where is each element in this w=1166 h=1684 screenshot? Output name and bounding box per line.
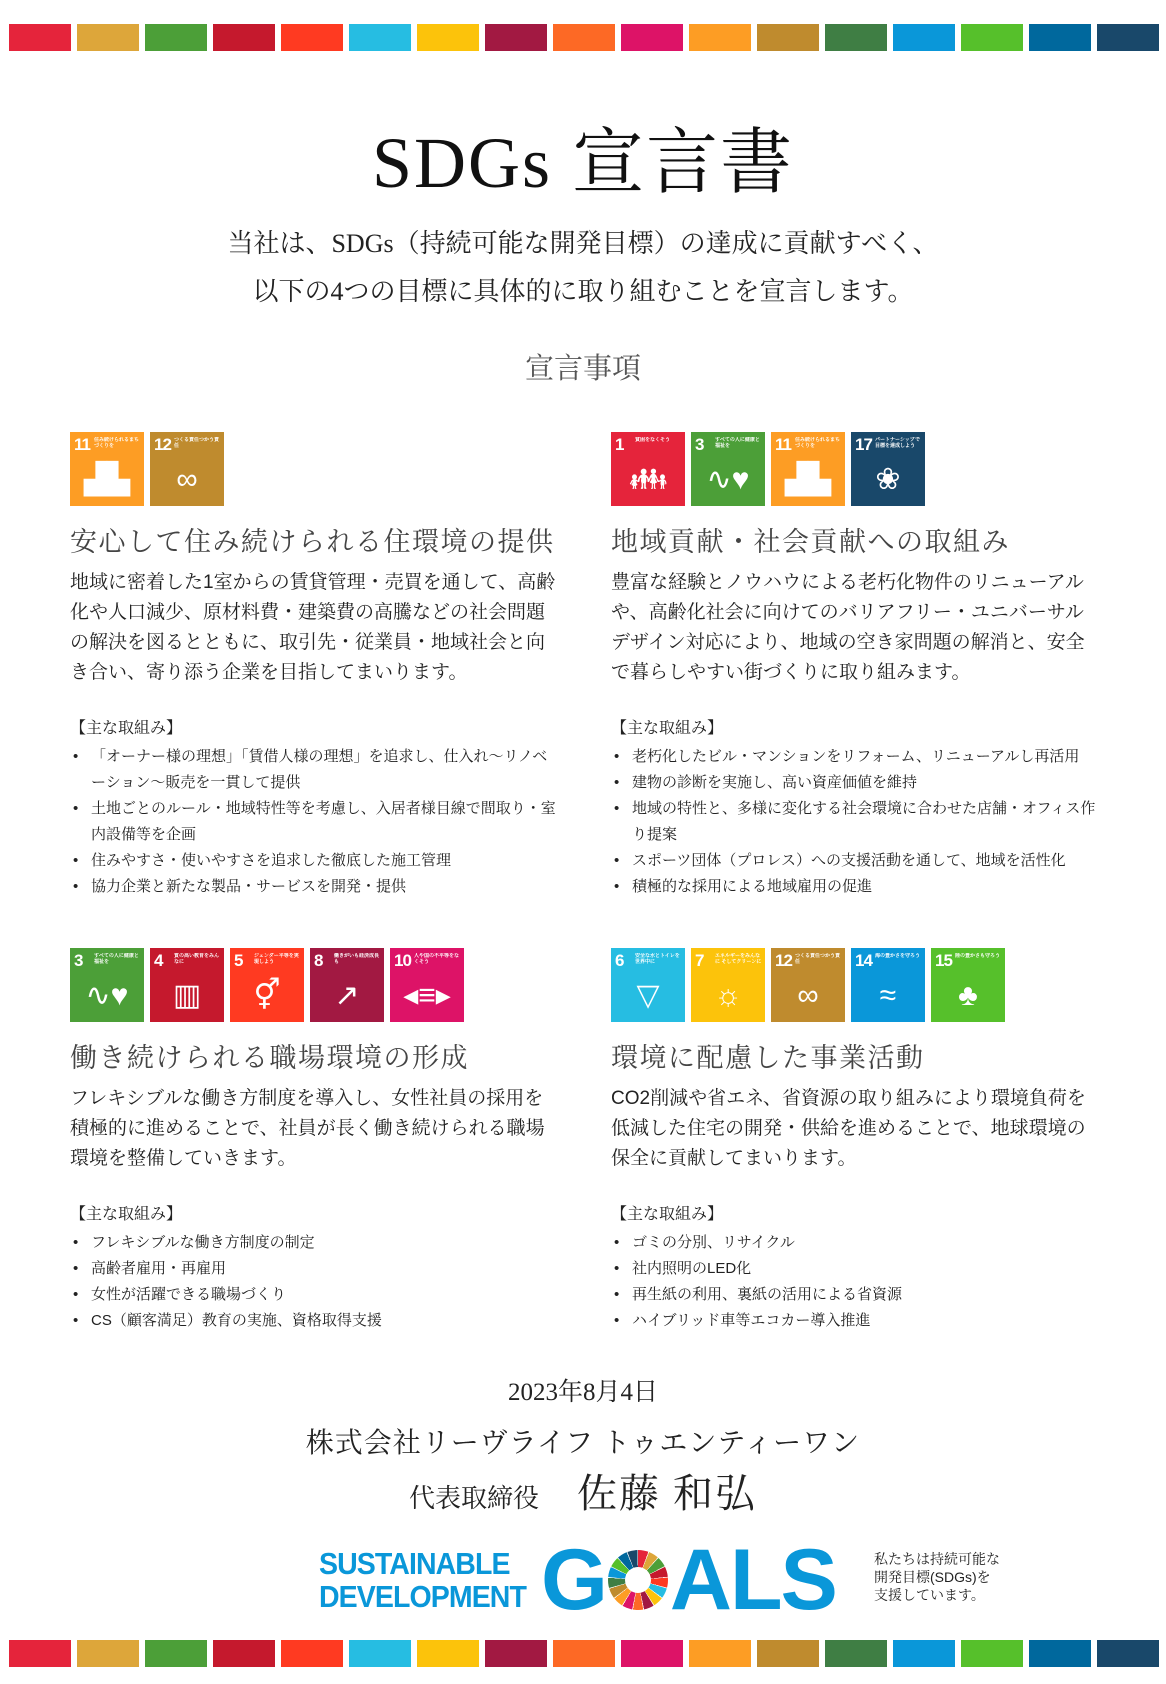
goal-number: 14 [855,951,872,970]
list-item [611,848,1101,874]
heartbeat-icon: ∿♥ [706,463,750,496]
city-icon: ▟▙ [784,463,832,496]
sdg-goal-tile-10 [390,948,464,1022]
sun-power-icon: ☼ [714,979,742,1012]
bullet-icon: • [73,1234,79,1251]
color-square-goal-6 [349,24,411,51]
bullet-icon: • [614,1286,620,1303]
list-item-text: 再生紙の利用、裏紙の活用による省資源 [632,1286,903,1303]
list-item [70,1308,560,1334]
list-item [70,744,560,796]
logo-goals-g: G [541,1532,606,1628]
sdg-wheel-icon [608,1550,668,1610]
list-item-text: 住みやすさ・使いやすさを追求した徹底した施工管理 [91,852,452,869]
sdg-color-bar-bottom [9,1640,1159,1667]
color-square-goal-5 [281,24,343,51]
company-name: 株式会社リーヴライフ トゥエンティーワン [305,1428,861,1459]
main-initiatives-label: 【主な取組み】 [611,720,724,737]
list-item-text: スポーツ団体（プロレス）への支援活動を通して、地域を活性化 [632,852,1066,869]
sdg-goal-tile-12 [150,432,224,506]
bullet-icon: • [73,800,79,817]
goal-label: 陸の豊かさも守ろう [955,953,1001,959]
goal-number: 5 [234,951,243,970]
color-square-goal-15 [961,24,1023,51]
sdg-goal-tile-11 [70,432,144,506]
sdg-goal-tiles [70,432,560,506]
declaration-subheading: 宣言事項 [524,353,641,385]
list-item [611,796,1101,848]
goal-number: 7 [695,951,704,970]
bullet-icon: • [73,1260,79,1277]
goal-label: ジェンダー平等を実現しよう [254,953,299,965]
list-item-text: 協力企業と新たな製品・サービスを開発・提供 [91,878,407,895]
list-item [611,1230,1101,1256]
color-square-goal-11 [689,1640,751,1667]
support-line: 開発目標(SDGs)を [874,1569,991,1585]
color-square-goal-1 [9,24,71,51]
sdg-goal-tile-12 [771,948,845,1022]
book-icon: ▥ [172,979,202,1012]
color-square-goal-6 [349,1640,411,1667]
section-environment [611,948,1101,1334]
list-item [70,874,560,900]
infinity-icon: ∞ [797,979,819,1012]
goal-number: 12 [775,951,792,970]
declaration-date: 2023年8月4日 [507,1379,658,1406]
color-square-goal-4 [213,24,275,51]
infinity-icon: ∞ [176,463,198,496]
list-item [70,1230,560,1256]
list-item [611,770,1101,796]
color-square-goal-13 [825,1640,887,1667]
equality-arrows-icon: ◂≡▸ [403,979,451,1012]
logo-wordmark [319,1546,526,1614]
color-square-goal-14 [893,1640,955,1667]
sdg-goal-tile-3 [70,948,144,1022]
section-body: 地域に密着した1室からの賃貸管理・売買を通して、高齢化や人口減少、原材料費・建築費の高騰などの社会問題の解決を図るとともに、取引先・従業員・地域社会と向き合い、寄り添う企業を目指してまいります。 [70,572,556,683]
list-item-text: 地域の特性と、多様に変化する社会環境に合わせた店舗・オフィス作り提案 [632,800,1096,843]
tree-icon: ♣ [958,979,978,1012]
main-initiatives-label: 【主な取組み】 [611,1206,724,1223]
list-item-text: 老朽化したビル・マンションをリフォーム、リニューアルし再活用 [632,748,1080,765]
color-square-goal-3 [145,1640,207,1667]
goal-label: すべての人に健康と福祉を [94,953,139,965]
list-item-text: 積極的な採用による地域雇用の促進 [632,878,873,895]
goal-number: 15 [935,951,952,970]
list-item-text: 建物の診断を実施し、高い資産価値を維持 [632,774,918,791]
section-heading: 地域貢献・社会貢献への取組み [611,527,1010,557]
support-line: 私たちは持続可能な [874,1551,1000,1567]
color-square-goal-5 [281,1640,343,1667]
color-square-goal-7 [417,1640,479,1667]
bullet-icon: • [73,1312,79,1329]
initiatives-list [611,744,1101,900]
sdg-goal-tile-1 [611,432,685,506]
section-heading: 働き続けられる職場環境の形成 [70,1043,469,1073]
list-item-text: 女性が活躍できる職場づくり [91,1286,287,1303]
support-line: 支援しています。 [874,1587,985,1603]
color-square-goal-11 [689,24,751,51]
sdg-goal-tile-6 [611,948,685,1022]
sdgs-logo [319,1532,836,1628]
color-square-goal-2 [77,1640,139,1667]
color-square-goal-4 [213,1640,275,1667]
goal-number: 4 [154,951,163,970]
main-initiatives-label: 【主な取組み】 [70,720,183,737]
sdg-goal-tiles [611,948,1101,1022]
logo-goals-rest: ALS [669,1532,836,1628]
goal-number: 6 [615,951,624,970]
list-item-text: 社内照明のLED化 [632,1260,752,1277]
growth-chart-icon: ↗ [334,979,360,1012]
goal-label: 住み続けられるまちづくりを [94,437,140,449]
bullet-icon: • [614,1234,620,1251]
color-square-goal-12 [757,24,819,51]
section-heading: 環境に配慮した事業活動 [611,1043,925,1073]
goal-label: パートナーシップで目標を達成しよう [875,437,920,449]
list-item-text: 土地ごとのルール・地域特性等を考慮し、入居者様目線で間取り・室内設備等を企画 [91,800,556,843]
section-community [611,432,1101,900]
logo-goals [541,1532,836,1628]
section-housing [70,432,560,900]
intro-line: 当社は、SDGs（持続可能な開発目標）の達成に貢献すべく、 [227,229,939,258]
color-square-goal-8 [485,24,547,51]
goal-number: 17 [855,435,872,454]
color-square-goal-2 [77,24,139,51]
representative-role: 代表取締役 [408,1484,539,1513]
sdg-goal-tiles [70,948,560,1022]
sdg-goal-tile-3 [691,432,765,506]
goal-label: 働きがいも経済成長も [334,953,380,965]
representative [0,1462,1166,1519]
list-item [611,874,1101,900]
goal-label: 安全な水とトイレを世界中に [635,953,680,965]
list-item [611,1256,1101,1282]
goal-label: 質の高い教育をみんなに [174,953,220,965]
list-item [611,744,1101,770]
initiatives-list [611,1230,1101,1334]
bullet-icon: • [73,1286,79,1303]
goal-number: 1 [615,435,624,454]
goal-number: 11 [775,435,791,454]
page-title: SDGs 宣言書 [371,123,795,203]
color-square-goal-17 [1097,1640,1159,1667]
sdg-goal-tile-15 [931,948,1005,1022]
intro-line: 以下の4つの目標に具体的に取り組むことを宣言します。 [252,277,914,306]
goal-label: つくる責任つかう責任 [795,953,841,965]
color-square-goal-12 [757,1640,819,1667]
list-item [70,796,560,848]
logo-line1: SUSTAINABLE [319,1546,510,1581]
goal-number: 10 [394,951,411,970]
main-initiatives-label: 【主な取組み】 [70,1206,183,1223]
section-body: CO2削減や省エネ、省資源の取り組みにより環境負荷を低減した住宅の開発・供給を進めることで、地球環境の保全に貢献してまいります。 [611,1088,1086,1169]
goal-label: 海の豊かさを守ろう [875,953,921,959]
water-cup-icon: ▽ [636,979,660,1012]
sdg-goal-tile-17 [851,432,925,506]
sdg-goal-tile-4 [150,948,224,1022]
goal-label: つくる責任つかう責任 [174,437,220,449]
color-square-goal-15 [961,1640,1023,1667]
representative-name: 佐藤 和弘 [577,1471,757,1516]
gender-icon: ⚥ [253,979,281,1012]
color-square-goal-10 [621,1640,683,1667]
list-item-text: 高齢者雇用・再雇用 [91,1260,227,1277]
logo-line2: DEVELOPMENT [319,1579,526,1614]
goal-number: 3 [74,951,83,970]
list-item-text: CS（顧客満足）教育の実施、資格取得支援 [91,1312,382,1329]
goal-label: 人や国の不平等をなくそう [414,953,460,965]
bullet-icon: • [614,800,620,817]
goal-label: エネルギーをみんなに そしてクリーンに [715,953,762,965]
bullet-icon: • [614,1260,620,1277]
goal-label: すべての人に健康と福祉を [715,437,760,449]
goal-label: 住み続けられるまちづくりを [795,437,841,449]
bullet-icon: • [614,878,620,895]
flower-rings-icon: ❀ [875,463,901,496]
bullet-icon: • [614,774,620,791]
list-item [611,1308,1101,1334]
sdg-goal-tiles [611,432,1101,506]
family-icon: 👪︎ [628,463,668,496]
initiatives-list [70,1230,560,1334]
list-item-text: ハイブリッド車等エコカー導入推進 [632,1312,871,1329]
bullet-icon: • [614,1312,620,1329]
list-item [70,1282,560,1308]
bullet-icon: • [73,878,79,895]
fish-icon: ≈ [879,979,897,1012]
list-item-text: 「オーナー様の理想」「賃借人様の理想」を追求し、仕入れ〜リノベーション〜販売を一貫して提供 [91,748,548,791]
list-item [611,1282,1101,1308]
color-square-goal-10 [621,24,683,51]
list-item-text: ゴミの分別、リサイクル [632,1234,795,1251]
bullet-icon: • [73,748,79,765]
sdg-goal-tile-8 [310,948,384,1022]
color-square-goal-16 [1029,1640,1091,1667]
heartbeat-icon: ∿♥ [85,979,129,1012]
bullet-icon: • [614,748,620,765]
section-heading: 安心して住み続けられる住環境の提供 [70,527,555,557]
color-square-goal-8 [485,1640,547,1667]
section-workplace [70,948,560,1334]
goal-number: 3 [695,435,704,454]
city-icon: ▟▙ [83,463,131,496]
goal-number: 8 [314,951,323,970]
sdg-goal-tile-14 [851,948,925,1022]
goal-label: 貧困をなくそう [635,437,671,443]
color-square-goal-1 [9,1640,71,1667]
color-square-goal-9 [553,24,615,51]
goal-number: 11 [74,435,90,454]
section-body: 豊富な経験とノウハウによる老朽化物件のリニューアルや、高齢化社会に向けてのバリアフリー・ユニバーサルデザイン対応により、地域の空き家問題の解消と、安全で暮らしやすい街づくりに取り組みます。 [611,572,1085,683]
color-square-goal-9 [553,1640,615,1667]
initiatives-list [70,744,560,900]
list-item [70,848,560,874]
color-square-goal-14 [893,24,955,51]
sdg-goal-tile-11 [771,432,845,506]
section-body: フレキシブルな働き方制度を導入し、女性社員の採用を積極的に進めることで、社員が長く働き続けられる職場環境を整備していきます。 [70,1088,545,1169]
sdg-goal-tile-7 [691,948,765,1022]
bullet-icon: • [73,852,79,869]
support-text [874,1550,1000,1604]
list-item [70,1256,560,1282]
intro-text [0,220,1166,316]
color-square-goal-3 [145,24,207,51]
color-square-goal-7 [417,24,479,51]
list-item-text: フレキシブルな働き方制度の制定 [91,1234,315,1251]
sdg-goal-tile-5 [230,948,304,1022]
sdg-color-bar-top [9,24,1159,51]
bullet-icon: • [614,852,620,869]
color-square-goal-17 [1097,24,1159,51]
color-square-goal-13 [825,24,887,51]
goal-number: 12 [154,435,171,454]
color-square-goal-16 [1029,24,1091,51]
